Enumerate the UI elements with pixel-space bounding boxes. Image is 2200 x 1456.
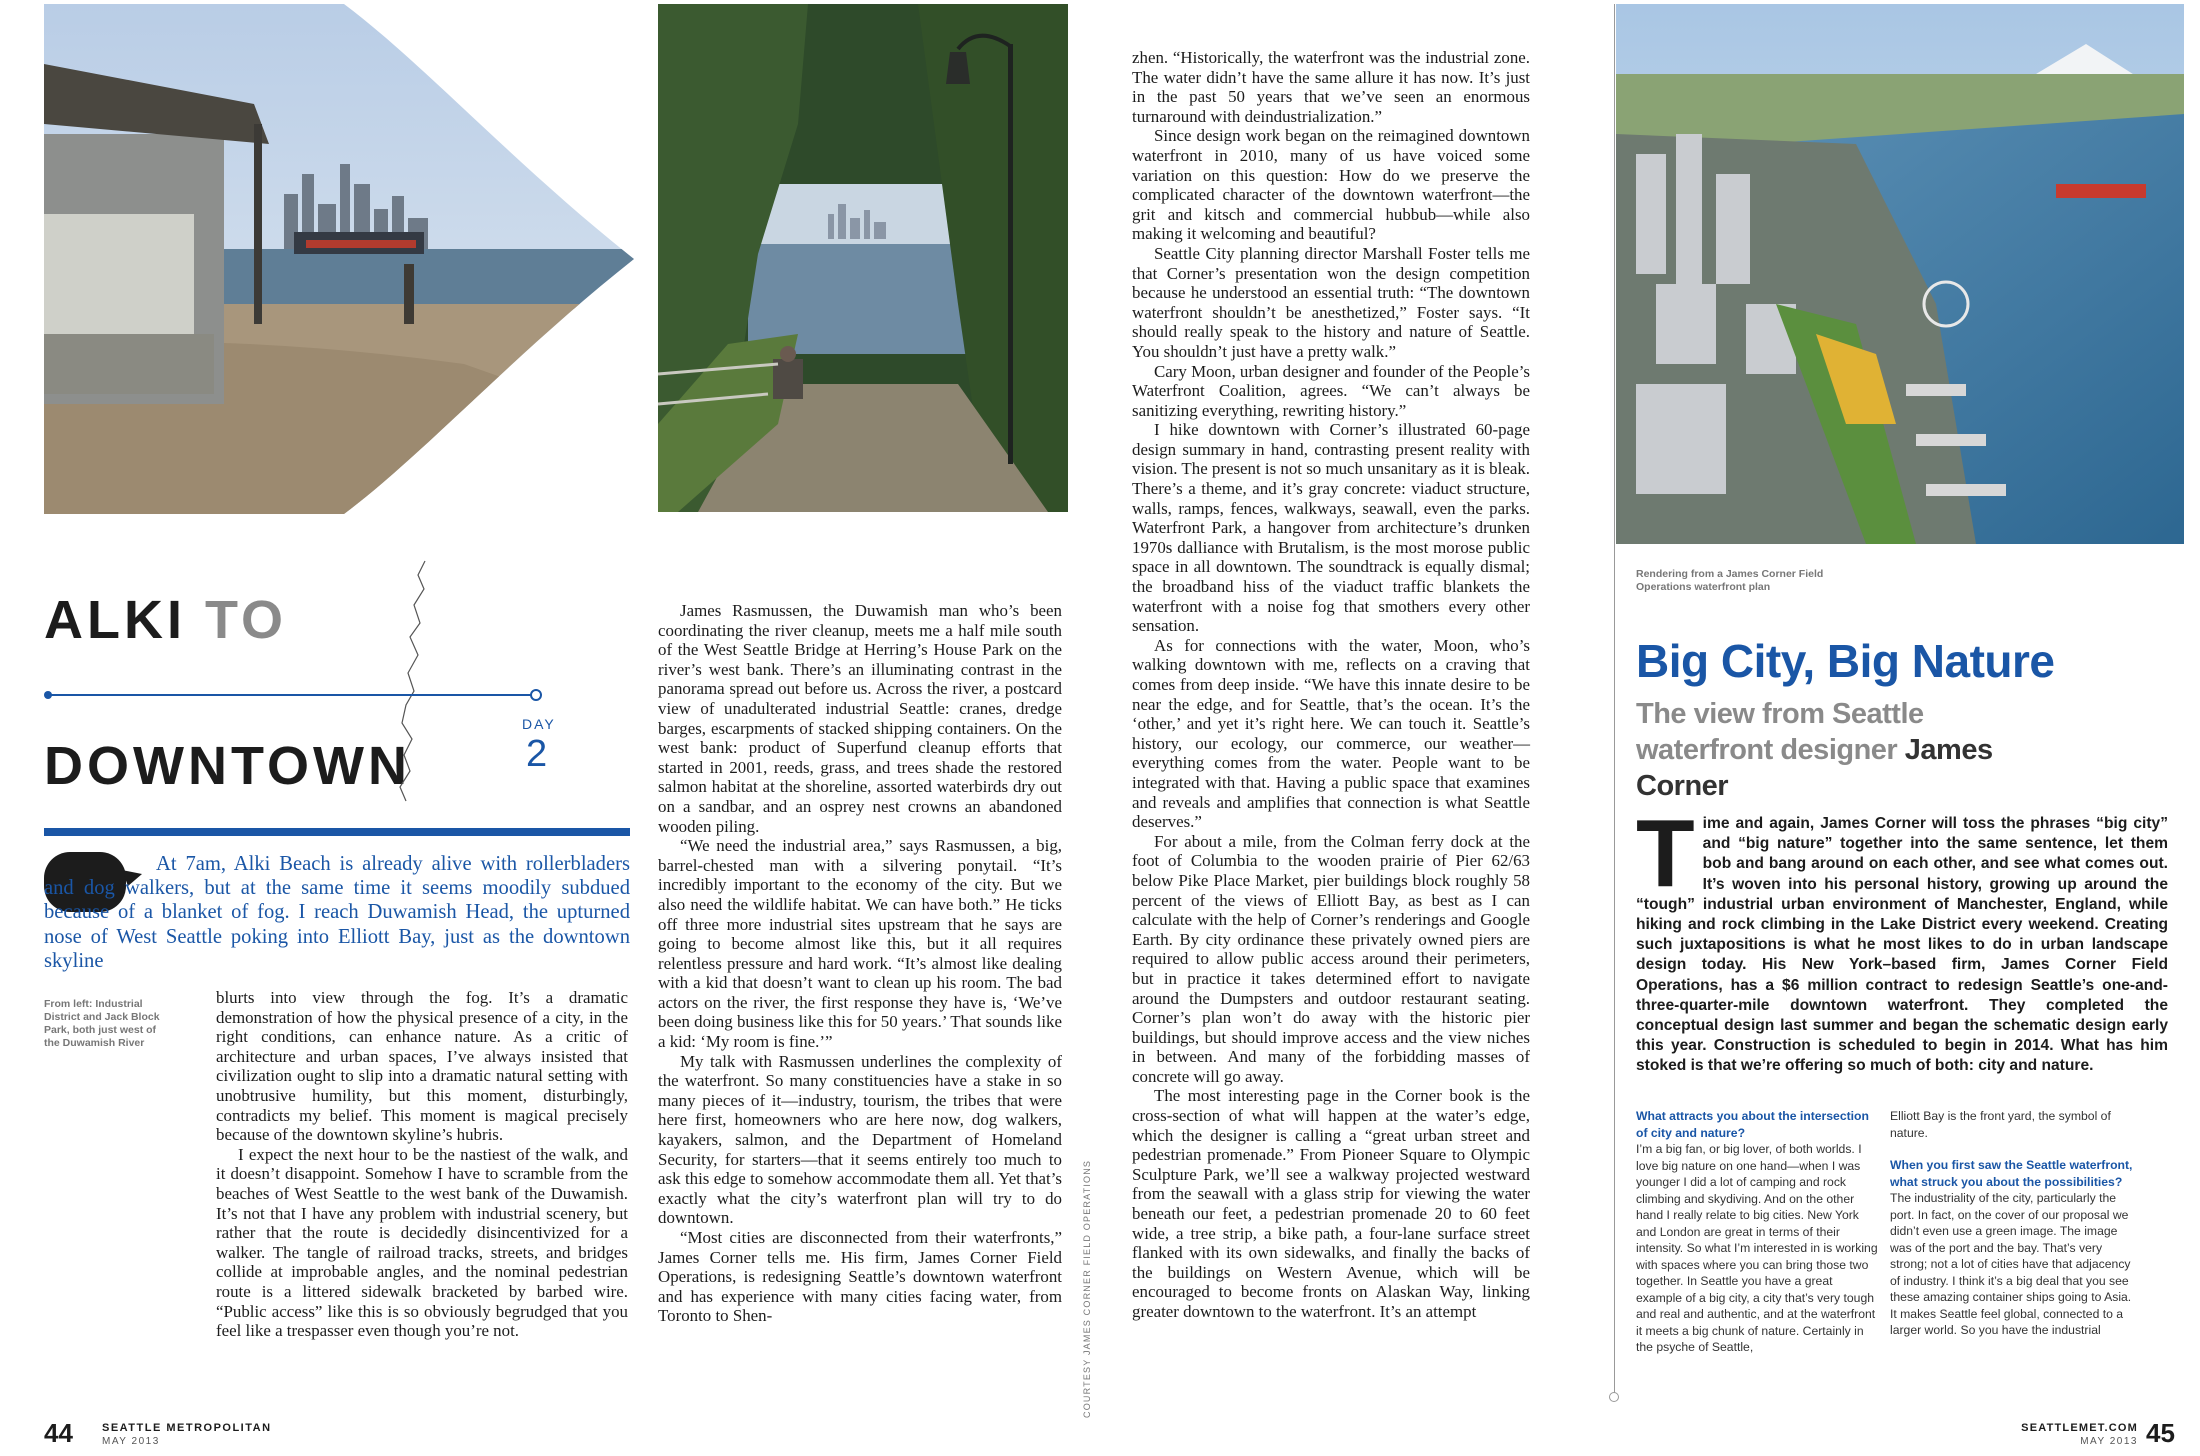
sidebar-intro (1636, 800, 2168, 1077)
title-part-to: TO (205, 590, 288, 650)
photo-industrial-district (44, 4, 634, 514)
folio-date-right: MAY 2013 (2080, 1436, 2138, 1447)
sidebar-deck (1636, 696, 2056, 804)
col3-paragraph: zhen. “Historically, the waterfront was the industrial zone. The water didn’t have the same allure it has now. It’s just in the past 50 years that we’ve seen an enormous turnaround with deindustrialization.” (1132, 48, 1530, 126)
photo-credit: COURTESY JAMES CORNER FIELD OPERATIONS (1082, 1159, 1092, 1418)
drop-cap: T (1636, 800, 1695, 907)
title-part-alki: ALKI (44, 590, 186, 650)
interview-question: When you first saw the Seattle waterfront, what struck you about the possibilities? (1890, 1158, 2133, 1189)
qa-column-2 (1890, 1108, 2134, 1339)
col1-paragraph: I expect the next hour to be the nastiest of the walk, and it doesn’t disappoint. Somehow I have to scramble from the beaches of West Seattle to the west bank of the Duwamish. It’s not that I have any problem with industrial scenery, but rather that the route is decidedly disincentivized for a walker. The tangle of railroad tracks, streets, and bridges collide at improbable angles, and the nominal pedestrian route is a littered sidewalk bracketed by barbed wire. “Public access” like this is so obviously begrudged that you feel like a trespasser even though you’re not. (216, 1144, 628, 1341)
page-title-downtown: DOWNTOWN (44, 736, 411, 796)
page-number-right: 45 (2146, 1418, 2175, 1448)
intro-paragraph: At 7am, Alki Beach is already alive with rollerbladers and dog walkers, but at the same time it seems moodily subdued because of a blanket of fog. I reach Duwamish Head, the upturned nose of West Seattle poking into Elliott Bay, just as the downtown skyline (44, 853, 630, 972)
rendering-caption: Rendering from a James Corner Field Operations waterfront plan (1636, 568, 1824, 593)
col3-paragraph: The most interesting page in the Corner book is the cross-section of what will happen at the water’s edge, which the designer is calling a “great urban street and pedestrian promenade.” From Pioneer Square to Olympic Sculpture Park, we’ll see a walkway projected westward from the seawall with a glass strip for viewing the water beneath our feet, a pedestrian promenade 20 to 60 feet wide, a tree strip, a bike path, a four-lane surface street flanked with its own sidewalks, and finally the backs of the buildings on Western Avenue, which will be encouraged to become fronts on Alaskan Way, linking greater downtown to the waterfront. It’s an attempt (1132, 1086, 1530, 1321)
day-label: DAY (522, 716, 556, 732)
interview-answer: Elliott Bay is the front yard, the symbol of nature. (1890, 1109, 2111, 1140)
col3-paragraph: Cary Moon, urban designer and founder of the People’s Waterfront Coalition, agrees. “We can’t always be sanitizing everything, rewriting history.” (1132, 361, 1530, 420)
folio-date-left: MAY 2013 (102, 1436, 160, 1447)
col2-paragraph: James Rasmussen, the Duwamish man who’s been coordinating the river cleanup, meets me a half mile south of the West Seattle Bridge at Herring’s House Park on the river’s west bank. There’s an illuminating contrast in the panorama spread out before us. Across the river, a postcard view of unadulterated industrial Seattle: cranes, dredge barges, escarpments of stacked shipping containers. On the west bank: product of Superfund cleanup efforts that started in 2001, reeds, grass, and trees shade the restored salmon habitat at the shoreline, assorted waterbirds dry out on a sandbar, and an osprey nest crowns an abandoned wooden piling. (658, 601, 1062, 836)
interview-answer: The industriality of the city, particularly the port. In fact, on the cover of our proposal we didn’t even use a green image. The image was of the port and the bay. That’s very strong; not a lot of cities have that adjacency of industry. I think it’s a big deal that you see these amazing container ships going to Asia. It makes Seattle feel global, connected to a larger world. So you have the industrial (1890, 1191, 2132, 1337)
col3-paragraph: I hike downtown with Corner’s illustrated 60-page design summary in hand, contrasting present reality with vision. The present is not so much unsanitary as it is bleak. There’s a theme, and it’s gray concrete: viaduct structure, walls, ramps, fences, walkways, seawall, even the parks. Waterfront Park, a hangover from architecture’s drunken 1970s dalliance with Brutalism, is the most morose public space in all downtown. The soundtrack is equally dismal; the broadband hiss of the viaduct traffic blankets the waterfront with a noise fog that smothers every other sensation. (1132, 420, 1530, 636)
body-column-1 (216, 988, 628, 1341)
sidebar-rule (1614, 4, 1615, 1394)
route-map (40, 555, 560, 805)
interview-question: What attracts you about the intersection of city and nature? (1636, 1109, 1869, 1140)
page-number-left: 44 (44, 1418, 73, 1448)
section-rule (44, 828, 630, 836)
interview-answer: I’m a big fan, or big lover, of both worlds. I love big nature on one hand—when I was younger I did a lot of camping and rock climbing and skydiving. And on the other hand I really relate to big cities. New York and London are great in terms of their intensity. So what I’m interested in is working with spaces where you can bring those two together. In Seattle you have a great example of a big city, a city that’s very tough and real and authentic, and at the waterfront it meets a big chunk of nature. Certainly in the psyche of Seattle, (1636, 1142, 1878, 1354)
col3-paragraph: Seattle City planning director Marshall Foster tells me that Corner’s presentation won the design competition because he understood an essential truth: “The downtown waterfront shouldn’t be anesthetized,” Foster says. “It should really speak to the history and nature of Seattle. You shouldn’t just have a pretty walk.” (1132, 243, 1530, 361)
deck-text: The view from Seattle waterfront designer (1636, 698, 1924, 766)
col3-paragraph: As for connections with the water, Moon, who’s walking downtown with me, reflects on a craving that comes from deep inside. “We have this innate desire to be near the edge, and for Seattle, that’s the ocean. It’s the ‘other,’ and yet it’s right here. We can touch it. Seattle’s history, our ecology, our commerce, our weather—everything comes from the water. People want to be integrated with that. Having a public space that examines and reveals and amplifies that connection is what Seattle deserves.” (1132, 635, 1530, 832)
body-column-3 (1132, 48, 1530, 1322)
body-column-2 (658, 601, 1062, 1326)
folio-magazine: SEATTLE METROPOLITAN (102, 1422, 272, 1434)
photo-caption-left: From left: Industrial District and Jack Block Park, both just west of the Duwamish River (44, 998, 160, 1049)
col1-paragraph: blurts into view through the fog. It’s a dramatic demonstration of how the physical presence of a city, in the right conditions, can enhance nature. As a critic of architecture and urban spaces, I’ve always insisted that civilization ought to slip into a dramatic natural setting with unobtrusive humility, but this moment, disturbingly, contradicts my belief. This moment is magical precisely because of the downtown skyline’s hubris. (216, 988, 628, 1145)
col3-paragraph: Since design work began on the reimagined downtown waterfront in 2010, many of us have voiced some variation on this question: How do we preserve the complicated character of the downtown waterfront—the grit and kitsch and commercial hubbub—while also making it welcoming and beautiful? (1132, 126, 1530, 244)
col2-paragraph: “We need the industrial area,” says Rasmussen, a big, barrel-chested man with a silvering ponytail. “It’s incredibly important to the economy of the city. But we also need the wildlife habitat. We can have both.” He ticks off three more industrial sites upstream that he says are going to become almost like this, but it all requires relentless pressure and hard work. “It’s almost like dealing with a kid that doesn’t want to clean up his room. The bad actors on the river, the first response they have is, ‘We’ve been doing business like this for 50 years.’ That sounds like a kid: ‘My room is fine.’” (658, 836, 1062, 1052)
sidebar-rule-end (1609, 1392, 1619, 1402)
folio-site: SEATTLEMET.COM (2021, 1422, 2138, 1434)
col2-paragraph: My talk with Rasmussen underlines the complexity of the waterfront. So many constituencies have a stake in so many pieces of it—industry, tourism, the tribes that were here first, homeowners who are here now, dog walkers, kayakers, salmon, and the Department of Homeland Security, for starters—that it seems entirely too much to ask this edge to somehow accommodate them all. Yet that’s exactly what the city’s waterfront plan will try to do downtown. (658, 1051, 1062, 1228)
photo-jack-block-park (658, 4, 1068, 512)
col2-paragraph: “Most cities are disconnected from their waterfronts,” James Corner tells me. His firm, James Corner Field Operations, is redesigning Seattle’s downtown waterfront and has experience with many cities facing water, from Toronto to Shen- (658, 1228, 1062, 1326)
day-number: 2 (526, 733, 548, 775)
sidebar-intro-text: ime and again, James Corner will toss the phrases “big city” and “big nature” together into the same sentence, let them bob and bang around on each other, and see what comes out. It’s woven into his personal history, growing up around the “tough” industrial urban environment of Manchester, England, while hiking and rock climbing in the Lake District every weekend. Creating such juxtapositions is what he most likes to do in urban landscape design today. His New York–based firm, James Corner Field Operations, has a $6 million contract to redesign Seattle’s one-and-three-quarter-mile downtown waterfront. They completed the conceptual design last summer and began the schematic design early this year. Construction is scheduled to begin in 2014. What has him stoked is that we’re offering so much of both: city and nature. (1636, 815, 2168, 1075)
rendering-aerial-waterfront (1616, 4, 2184, 544)
sidebar-headline: Big City, Big Nature (1636, 635, 2055, 687)
qa-column-1 (1636, 1108, 1880, 1356)
col3-paragraph: For about a mile, from the Colman ferry dock at the foot of Columbia to the wooden prairie of Pier 62/63 below Pike Place Market, pier buildings block roughly 58 percent of the views of Elliott Bay, as best as I can calculate with the help of Corner’s renderings and Google Earth. By city ordinance these privately owned piers are required to allow public access around their perimeters, but in practice it takes determined effort to navigate around the Dumpsters and outdoor restaurant seating. Corner’s plan won’t do away with the historic pier buildings, but should improve access and the view niches in between. And many of the forbidding masses of concrete will go away. (1132, 831, 1530, 1086)
deck-designer-name: James Corner (1636, 734, 1993, 802)
